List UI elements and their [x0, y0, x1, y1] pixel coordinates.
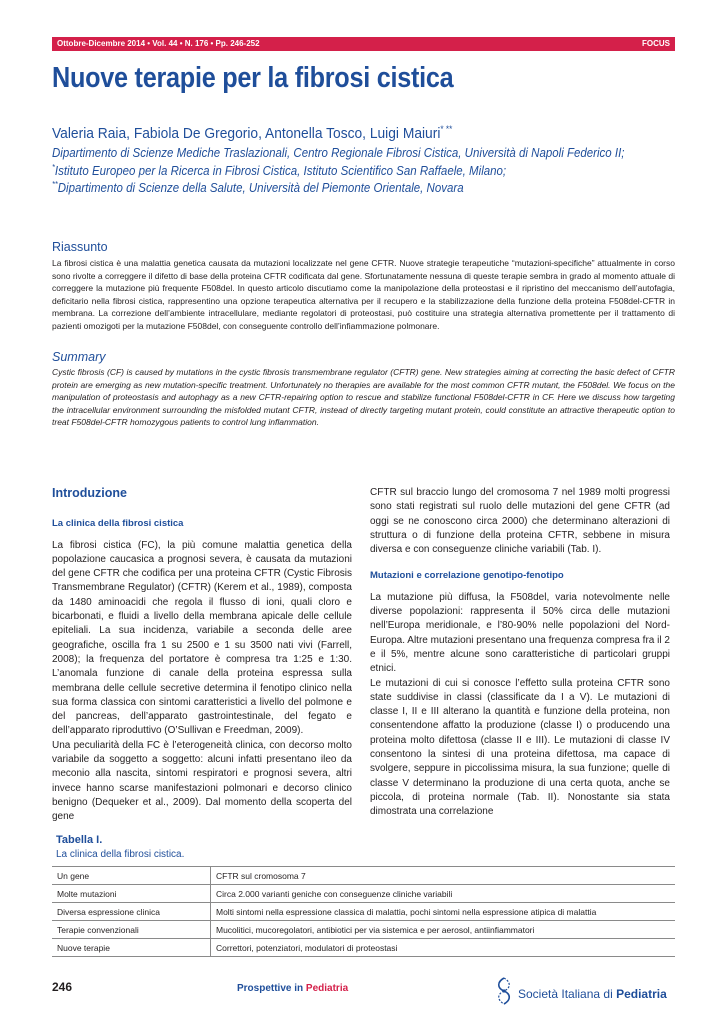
affiliation-3 [52, 180, 641, 195]
affiliation-text: Dipartimento di Scienze Mediche Traslazionali, Centro Regionale Fibrosi Cistica, Università di Napoli Federico II; [52, 146, 625, 160]
table-cell-label: Molte mutazioni [52, 885, 211, 903]
right-paragraph-3: Le mutazioni di cui si conosce l’effetto sulla proteina CFTR sono state suddivise in classi (classificate da I a V). Le mutazioni di classe I, II e III alterano la quantità e funzione della proteina, non consentendone affatto la produzione (classe I) o producendo una proteina molto difettosa (classe II e III). Le mutazioni di classe IV consentono la sintesi di una proteina difettosa, ma capace di svolgere, seppure in piccolissima misura, la sua funzione; quelle di classe V determinano la produzione di una certa quota, anche se piccola, di proteina normale (Tab. II). Nonostante sia stata dimostrata una correlazione [370, 677, 670, 818]
journal-name [237, 983, 348, 994]
table-row [52, 921, 675, 939]
table-cell-label: Un gene [52, 867, 211, 885]
table-row [52, 867, 675, 885]
society-logo [494, 976, 667, 1011]
table-row [52, 939, 675, 957]
journal-name-accent: Pediatria [305, 983, 349, 994]
page-number: 246 [52, 980, 73, 994]
table-row [52, 885, 675, 903]
affiliation-text: Istituto Europeo per la Ricerca in Fibrosi Cistica, Istituto Scientifico San Raffaele, Milano; [54, 164, 507, 179]
table-row [52, 903, 675, 921]
table-cell-value: Molti sintomi nella espressione classica di malattia, pochi sintomi nella espressione atipica di malattia [211, 903, 676, 921]
table-cell-value: Mucolitici, mucoregolatori, antibiotici per via sistemica e per aerosol, antiinfiammatori [211, 921, 676, 939]
mutations-subheading: Mutazioni e correlazione genotipo-fenotipo [370, 570, 564, 582]
sip-logo-icon [494, 976, 514, 1011]
table-cell-label: Nuove terapie [52, 939, 211, 957]
left-column [52, 486, 352, 825]
author-list [52, 124, 452, 142]
author-marks: * ** [440, 124, 453, 134]
society-name-bold: Pediatria [616, 986, 667, 1001]
table-caption: La clinica della fibrosi cistica. [56, 849, 185, 860]
table-cell-value: Circa 2.000 varianti geniche con conseguenze cliniche variabili [211, 885, 676, 903]
riassunto-text: La fibrosi cistica è una malattia genetica causata da mutazioni localizzate nel gene CFTR. Nuove strategie terapeutiche “mutazioni-specifiche” attualmente in corso sono rivolte a correggere il difetto di base della proteina CFTR codificata dal gene. Sfortunatamente nessuna di queste terapie sembra in grado al momento attuale di correggere la mutazione più frequente F508del. In questo articolo discutiamo come la manipolazione della proteostasi e il ripristino del meccanismo dell’autofagia, deficitario nella fibrosi cistica, rappresentino una opzione terapeutica alternativa per il recupero e la stabilizzazione della funzione della proteina F508del-CFTR in membrana. La correzione dell’ambiente intracellulare, mediante regolatori di proteostasi, può costituire una strategia alternativa promettente per il trattamento di pazienti omozigoti per la mutazione F508del, con conseguente controllo dell’infiammazione polmonare. [52, 258, 675, 331]
right-paragraph-1: CFTR sul braccio lungo del cromosoma 7 nel 1989 molti progressi sono stati registrati sul ruolo delle mutazioni del gene CFTR (ad oggi se ne conoscono circa 2000) che determinano alterazioni di struttura o di funzione della proteina CFTR, sebbene in misura diversa e con conseguenze cliniche variabili (Tab. I). [370, 487, 670, 556]
table-cell-value: CFTR sul cromosoma 7 [211, 867, 676, 885]
journal-header-bar [52, 37, 675, 51]
summary-heading: Summary [52, 350, 106, 364]
society-name [518, 987, 667, 1001]
author-names: Valeria Raia, Fabiola De Gregorio, Antonella Tosco, Luigi Maiuri [52, 125, 441, 142]
section-label: FOCUS [642, 39, 670, 48]
right-paragraph-2: La mutazione più diffusa, la F508del, varia notevolmente nelle diverse popolazioni: rappresenta il 50% circa delle mutazioni nell’Europa meridionale, e l’80-90% nelle popolazioni del Nord-Europa. Altre mutazioni presentano una frequenza compresa fra il 2 e il 5%, mentre alcune sono caratteristiche di particolari gruppi etnici. [370, 591, 670, 675]
table-title: Tabella I. [56, 834, 103, 846]
intro-paragraph-1: La fibrosi cistica (FC), la più comune malattia genetica della popolazione caucasica a prognosi severa, è causata da mutazioni del gene CFTR che codifica per una proteina CFTR (Cystic Fibrosis Transmembrane Regulator) (CFTR) (Kerem et al., 1989), composta da 1480 aminoacidi che regola il flusso di ioni, quali cloro e bicarbonati, e fluidi a livello della membrana apicale delle cellule epiteliali. La sua incidenza, variabile a seconda delle aree geografiche, oscilla fra 1 su 2500 e 1 su 3500 nati vivi (Farrell, 2008); la frequenza del portatore è compresa tra 1:25 e 1:30. L’anomala funzione di canale della proteina espressa sulla membrana delle cellule secretive determina il fenotipo clinico nella sua forma classica con sintomi caratteristici a livello del polmone e del pancreas, dell’apparato gastrointestinale, del fegato e dell’apparato riproduttivo (O’Sullivan e Freedman, 2009). [52, 539, 352, 737]
affiliation-text: Dipartimento di Scienze della Salute, Università del Piemonte Orientale, Novara [57, 181, 464, 196]
clinical-table [52, 866, 675, 957]
intro-subheading: La clinica della fibrosi cistica [52, 518, 184, 530]
affiliation-2 [52, 163, 641, 178]
summary-text: Cystic fibrosis (CF) is caused by mutations in the cystic fibrosis transmembrane regulator (CFTR) gene. New strategies aiming at correcting the basic defect of CFTR protein are emerging as new mutation-specific treatment. Unfortunately no therapies are available for the most common CFTR mutant, the F508del. We focus on the manipulation of proteostasis and autophagy as a new CFTR-repairing option to rescue and stabilize functional F508del-CFTR in CF. Here we discuss how targeting the intracellular environment surrounding the misfolded mutant CFTR, instead of directly targeting mutant protein, could constitute an attractive therapeutic option to treat F508del-CFTR homozygous patients to control lung inflammation. [52, 367, 675, 427]
society-name-part: Società Italiana di [518, 986, 613, 1001]
table-cell-label: Terapie convenzionali [52, 921, 211, 939]
table-cell-value: Correttori, potenziatori, modulatori di proteostasi [211, 939, 676, 957]
affiliation-1 [52, 146, 641, 160]
affiliation-mark: * [52, 163, 55, 172]
journal-name-part: Prospettive in [237, 983, 304, 994]
table-cell-label: Diversa espressione clinica [52, 903, 211, 921]
intro-heading: Introduzione [52, 486, 127, 500]
right-column [370, 486, 670, 820]
article-title: Nuove terapie per la fibrosi cistica [52, 62, 454, 94]
intro-paragraph-2: Una peculiarità della FC è l’eterogeneità clinica, con decorso molto variabile da soggetto a soggetto: alcuni infatti presentano ileo da meconio alla nascita, sintomi respiratori e prognosi severa, altri invece hanno scarse manifestazioni polmonari e decorso clinico benigno (Dequeker et al., 2009). Dal momento della scoperta del gene [52, 739, 352, 823]
issue-info: Ottobre-Dicembre 2014 • Vol. 44 • N. 176 • Pp. 246-252 [57, 39, 260, 48]
affiliation-mark: ** [52, 180, 58, 189]
riassunto-heading: Riassunto [52, 240, 108, 254]
